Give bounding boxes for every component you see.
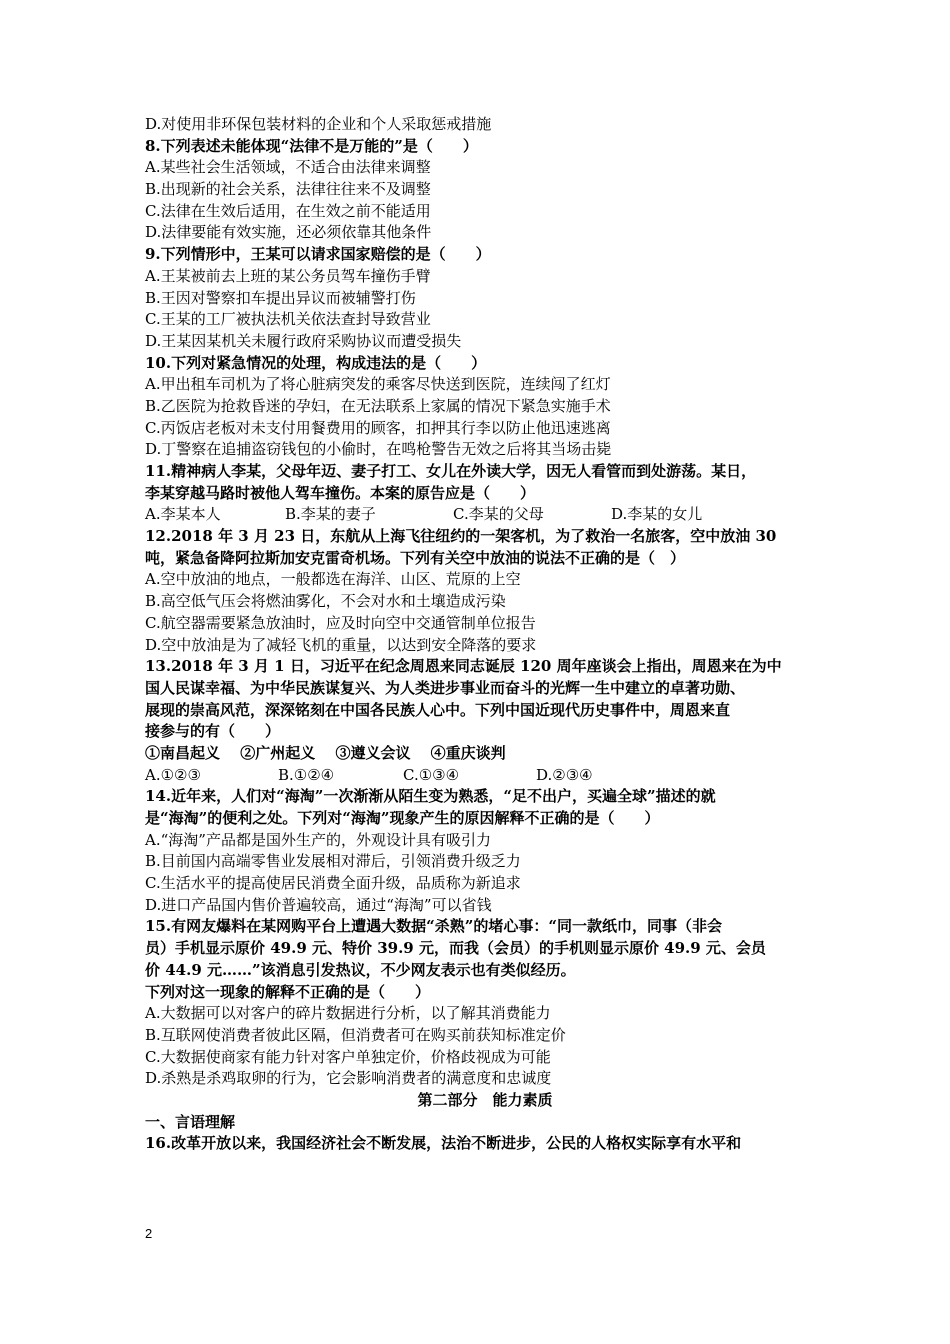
text-line: D.杀熟是杀鸡取卵的行为，它会影响消费者的满意度和忠诚度	[145, 1069, 552, 1088]
document-page	[145, 114, 825, 1155]
question-16: 16.改革开放以来，我国经济社会不断发展，法治不断进步，公民的人格权实际享有水平和	[145, 1134, 742, 1153]
text-line: B.乙医院为抢救昏迷的孕妇，在无法联系上家属的情况下紧急实施手术	[145, 396, 611, 415]
q13-option-d: D.②③④	[536, 765, 593, 784]
text-line: 15.有网友爆料在某网购平台上遭遇大数据“杀熟”的堵心事：“同一款纸巾，同事（非会	[145, 917, 722, 936]
text-line: B.互联网使消费者彼此区隔，但消费者可在购买前获知标准定价	[145, 1025, 566, 1044]
q13-options	[145, 765, 825, 787]
text-line: 下列对这一现象的解释不正确的是（ ）	[145, 982, 431, 1001]
q11-option-d: D.李某的女儿	[611, 505, 703, 524]
q13-option-c: C.①③④	[403, 765, 460, 784]
text-line: 价 44.9 元……”该消息引发热议，不少网友表示也有类似经历。	[145, 960, 576, 979]
q13-option-b: B.①②④	[278, 765, 335, 784]
q11-option-b: B.李某的妻子	[285, 505, 376, 524]
text-line: 展现的崇高风范，深深铭刻在中国各民族人心中。下列中国近现代历史事件中，周恩来直	[145, 700, 731, 719]
text-line: D.进口产品国内售价普遍较高，通过“海淘”可以省钱	[145, 895, 492, 914]
page-number: 2	[145, 1226, 153, 1241]
text-line: C.大数据使商家有能力针对客户单独定价，价格歧视成为可能	[145, 1047, 551, 1066]
text-line: 14.近年来，人们对“海淘”一次渐渐从陌生变为熟悉，“足不出户，买遍全球”描述的就	[145, 787, 716, 806]
question-block-12-13	[145, 526, 825, 765]
subsection-title: 一、言语理解	[145, 1112, 236, 1131]
text-line: C.航空器需要紧急放油时，应及时向空中交通管制单位报告	[145, 613, 536, 632]
text-line: B.目前国内高端零售业发展相对滞后，引领消费升级乏力	[145, 852, 521, 871]
section-title: 第二部分 能力素质	[417, 1090, 553, 1109]
text-line: C.丙饭店老板对未支付用餐费用的顾客，扣押其行李以防止他迅速逃离	[145, 418, 611, 437]
text-line: A.大数据可以对客户的碎片数据进行分析，以了解其消费能力	[145, 1004, 551, 1023]
q11-option-c: C.李某的父母	[453, 505, 544, 524]
text-line: A.空中放油的地点，一般都选在海洋、山区、荒原的上空	[145, 570, 521, 589]
text-line: B.出现新的社会关系，法律往往来不及调整	[145, 180, 431, 199]
text-line: C.生活水平的提高使居民消费全面升级，品质称为新追求	[145, 874, 521, 893]
text-line: B.王因对警察扣车提出异议而被辅警打伤	[145, 288, 416, 307]
text-line: D.王某因某机关未履行政府采购协议而遭受损失	[145, 331, 462, 350]
text-line: 李某穿越马路时被他人驾车撞伤。本案的原告应是（ ）	[145, 483, 536, 502]
q11-option-a: A.李某本人	[145, 505, 221, 524]
text-line: 13.2018 年 3 月 1 日，习近平在纪念周恩来同志诞辰 120 周年座谈会上指出，周恩来在为中	[145, 657, 782, 676]
text-line: 是“海淘”的便利之处。下列对“海淘”现象产生的原因解释不正确的是（ ）	[145, 809, 660, 827]
text-line: A.“海淘”产品都是国外生产的，外观设计具有吸引力	[145, 830, 491, 849]
q13-option-a: A.①②③	[145, 765, 201, 784]
text-line: 8.下列表述未能体现“法律不是万能的”是（ ）	[145, 136, 478, 155]
text-line: D.法律要能有效实施，还必须依靠其他条件	[145, 223, 432, 242]
text-line: A.王某被前去上班的某公务员驾车撞伤手臂	[145, 266, 431, 285]
text-line: 接参与的有（ ）	[145, 722, 281, 741]
text-line: 12.2018 年 3 月 23 日，东航从上海飞往纽约的一架客机，为了救治一名旅客，空中放油 30	[145, 527, 777, 546]
text-line: D.丁警察在追捕盗窃钱包的小偷时，在鸣枪警告无效之后将其当场击毙	[145, 440, 612, 459]
text-line: 11.精神病人李某，父母年迈、妻子打工、女儿在外读大学，因无人看管而到处游荡。某日，	[145, 462, 757, 480]
text-line: 9.下列情形中，王某可以请求国家赔偿的是（ ）	[145, 245, 491, 264]
q11-options	[145, 504, 825, 526]
question-block-8-11	[145, 114, 825, 504]
text-line: 国人民谋幸福、为中华民族谋复兴、为人类进步事业而奋斗的光辉一生中建立的卓著功勋、	[145, 678, 746, 697]
text-line: 吨，紧急备降阿拉斯加安克雷奇机场。下列有关空中放油的说法不正确的是（ ）	[145, 548, 686, 567]
text-line: D.空中放油是为了减轻飞机的重量，以达到安全降落的要求	[145, 635, 537, 654]
text-line: B.高空低气压会将燃油雾化，不会对水和土壤造成污染	[145, 592, 506, 611]
text-line: 员）手机显示原价 49.9 元、特价 39.9 元，而我（会员）的手机则显示原价 49.9 元、会员	[145, 939, 766, 958]
text-line: ①南昌起义 ②广州起义 ③遵义会议 ④重庆谈判	[145, 743, 506, 762]
text-line: D.对使用非环保包装材料的企业和个人采取惩戒措施	[145, 115, 492, 133]
text-line: 10.下列对紧急情况的处理，构成违法的是（ ）	[145, 353, 487, 372]
text-line: C.法律在生效后适用，在生效之前不能适用	[145, 201, 431, 220]
text-line: A.甲出租车司机为了将心脏病突发的乘客尽快送到医院，连续闯了红灯	[145, 375, 611, 394]
text-line: C.王某的工厂被执法机关依法查封导致营业	[145, 310, 431, 329]
question-block-14-15	[145, 786, 825, 1090]
text-line: A.某些社会生活领域，不适合由法律来调整	[145, 158, 431, 177]
